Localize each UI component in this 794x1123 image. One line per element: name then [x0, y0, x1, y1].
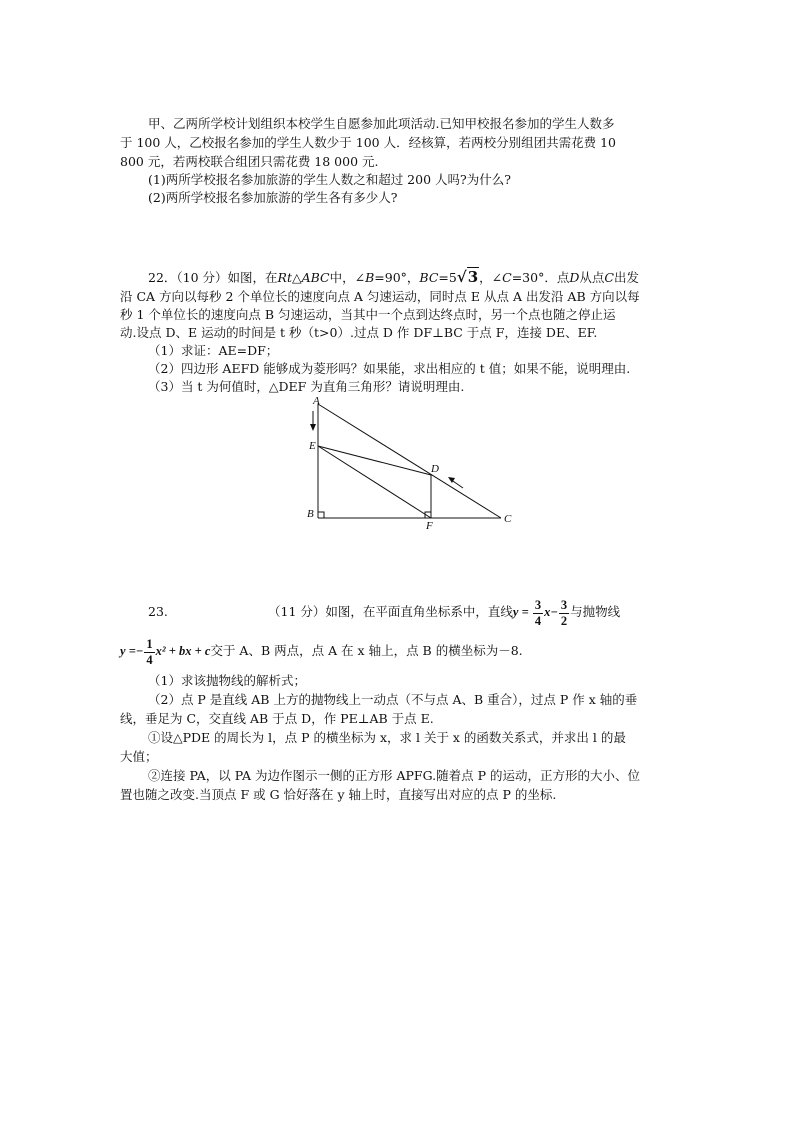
eq2: y =− $\frac{1}{4}$ x² + bx + c: [120, 636, 211, 667]
q22-line-3: 秒 1 个单位长的速度向点 B 匀速运动，当其中一个点到达终点时，另一个点也随之停止运: [120, 307, 616, 322]
q23-line-2: y =− $\frac{1}{4}$ x² + bx + c交于 A、B 两点，点 A 在 x 轴上，点 B 的横坐标为－8.: [120, 636, 523, 667]
triangle-figure: [300, 393, 530, 531]
q22-sub-1: （1）求证：AE=DF；: [148, 343, 279, 358]
q21-sub-1: (1)两所学校报名参加旅游的学生人数之和超过 200 人吗?为什么?: [148, 172, 511, 187]
q23-sub-1: （1）求该抛物线的解析式；: [148, 673, 306, 688]
label-D: D: [431, 463, 439, 475]
q23-number: 23.: [148, 604, 168, 619]
q21-line-2: 于 100 人，乙校报名参加的学生人数少于 100 人．经核算，若两校分别组团共需花费 10: [120, 135, 616, 150]
q22-line-2: 沿 CA 方向以每秒 2 个单位长的速度向点 A 匀速运动，同时点 E 从点 A 出发沿 AB 方向以每: [120, 289, 640, 304]
label-B: B: [307, 508, 314, 520]
q22-line-4: 动.设点 D、E 运动的时间是 t 秒（t>0）.过点 D 作 DF⊥BC 于点 F，连接 DE、EF.: [120, 325, 598, 340]
q23-sub-4b: 置也随之改变.当顶点 F 或 G 恰好落在 y 轴上时，直接写出对应的点 P 的坐标.: [120, 787, 557, 802]
label-E: E: [309, 440, 316, 452]
q21-line-1: 甲、乙两所学校计划组织本校学生自愿参加此项活动.已知甲校报名参加的学生人数多: [148, 116, 615, 131]
right-angle-B: [318, 512, 324, 518]
q23-sub-3b: 大值；: [120, 749, 158, 764]
label-A: A: [313, 395, 320, 407]
arrow-down-icon: [310, 424, 316, 431]
label-C: C: [504, 513, 512, 525]
q22-sub-3: （3）当 t 为何值时，△DEF 为直角三角形？请说明理由.: [148, 379, 465, 394]
segment-EF: [318, 446, 431, 518]
q23-sub-2b: 线，垂足为 C，交直线 AB 于点 D，作 PE⊥AB 于点 E.: [120, 711, 434, 726]
sqrt-3: √3: [456, 268, 479, 286]
eq1: y = $\frac{3}{4}$ x− $\frac{3}{2}$: [512, 597, 568, 628]
q23-line-1: （11 分）如图，在平面直角坐标系中，直线y = $\frac{3}{4}$ x− $\frac{3}{2}$ 与抛物线: [268, 597, 621, 628]
segment-ED: [318, 446, 431, 475]
segment-AC: [318, 404, 501, 518]
q23-sub-4: ②连接 PA，以 PA 为边作图示一侧的正方形 APFG.随着点 P 的运动，正方形的大小、位: [148, 768, 640, 783]
q22-sub-2: （2）四边形 AEFD 能够成为菱形吗？如果能，求出相应的 t 值；如果不能，说明理由.: [148, 361, 631, 376]
q21-sub-2: (2)两所学校报名参加旅游的学生各有多少人?: [148, 190, 398, 205]
q23-sub-3: ①设△PDE 的周长为 l，点 P 的横坐标为 x，求 l 关于 x 的函数关系式，并求出 l 的最: [148, 730, 626, 745]
q21-line-3: 800 元，若两校联合组团只需花费 18 000 元.: [120, 154, 379, 169]
label-F: F: [426, 520, 433, 531]
q23-sub-2: （2）点 P 是直线 AB 上方的抛物线上一动点（不与点 A、B 重合），过点 P 作 x 轴的垂: [148, 692, 638, 707]
q22-line-1: 22．（10 分）如图，在Rt△ABC中，∠B=90°，BC=5√3，∠C=30°．点D从点C出发: [148, 268, 639, 286]
